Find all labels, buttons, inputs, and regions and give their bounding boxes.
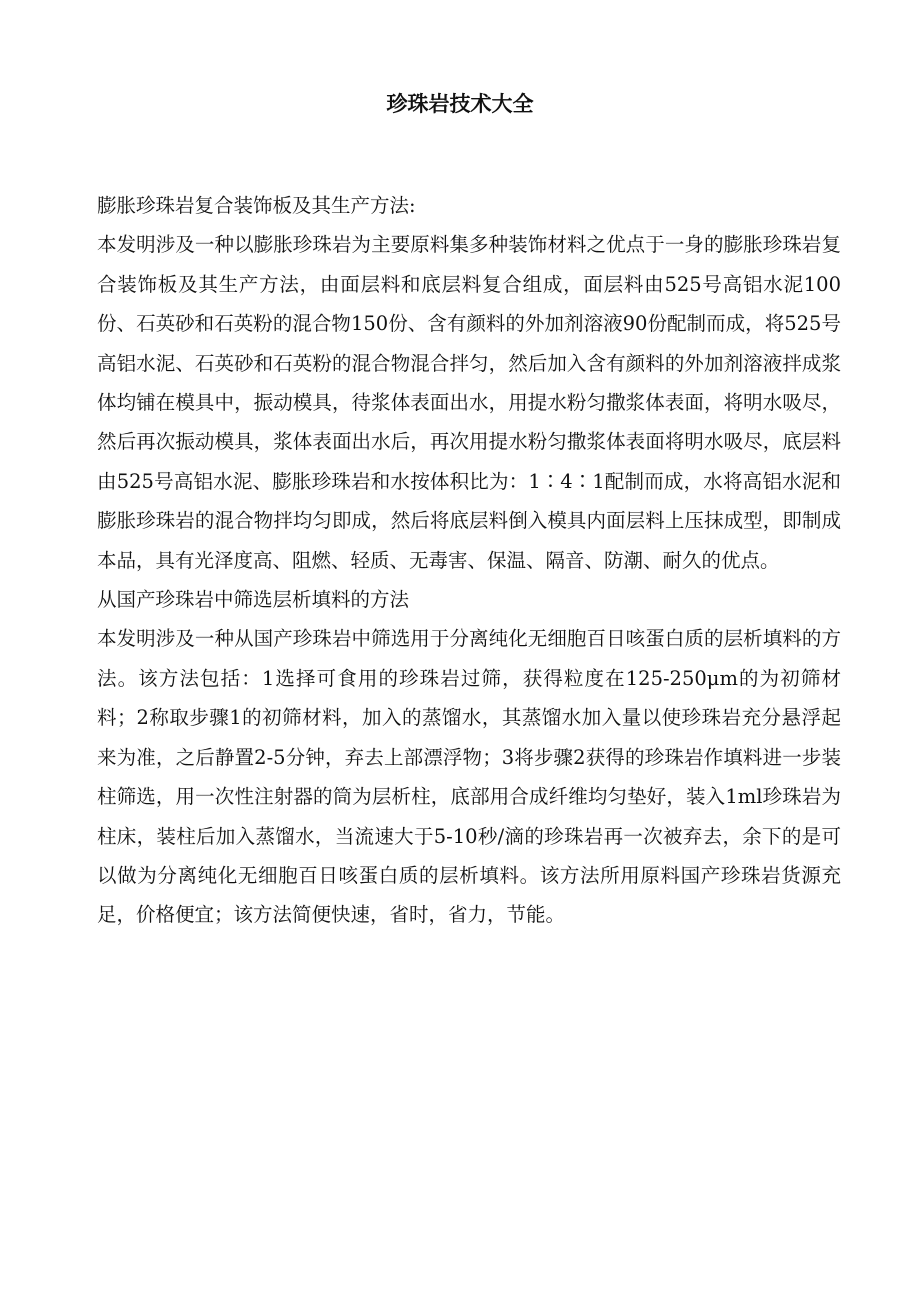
section-paragraph-chromatography-filler: 本发明涉及一种从国产珍珠岩中筛选用于分离纯化无细胞百日咳蛋白质的层析填料的方法。该方法包括：1选择可食用的珍珠岩过筛，获得粒度在125-250μm的为初筛材料；2称取步骤1的初筛材料，加入的蒸馏水，其蒸馏水加入量以使珍珠岩充分悬浮起来为准，之后静置2-5分钟，弃去上部漂浮物；3将步骤2获得的珍珠岩作填料进一步装柱筛选，用一次性注射器的筒为层析柱，底部用合成纤维均匀垫好，装入1ml珍珠岩为柱床，装柱后加入蒸馏水，当流速大于5-10秒/滴的珍珠岩再一次被弃去，余下的是可以做为分离纯化无细胞百日咳蛋白质的层析填料。该方法所用原料国产珍珠岩货源充足，价格便宜；该方法简便快速，省时，省力，节能。 <box>97 627 841 927</box>
section-paragraph-expanded-perlite-board: 本发明涉及一种以膨胀珍珠岩为主要原料集多种装饰材料之优点于一身的膨胀珍珠岩复合装饰板及其生产方法，由面层料和底层料复合组成，面层料由525号高铝水泥100份、石英砂和石英粉的混合物150份、含有颜料的外加剂溶液90份配制而成，将525号高铝水泥、石英砂和石英粉的混合物混合拌匀，然后加入含有颜料的外加剂溶液拌成浆体均铺在模具中，振动模具，待浆体表面出水，用提水粉匀撒浆体表面，将明水吸尽，然后再次振动模具，浆体表面出水后，再次用提水粉匀撒浆体表面将明水吸尽，底层料由525号高铝水泥、膨胀珍珠岩和水按体积比为：1∶4∶1配制而成，水将高铝水泥和膨胀珍珠岩的混合物拌均匀即成，然后将底层料倒入模具内面层料上压抹成型，即制成本品，具有光泽度高、阻燃、轻质、无毒害、保温、隔音、防潮、耐久的优点。 <box>97 233 841 572</box>
section-heading-chromatography-filler: 从国产珍珠岩中筛选层析填料的方法 <box>97 588 410 612</box>
section-heading-expanded-perlite-board: 膨胀珍珠岩复合装饰板及其生产方法: <box>97 194 416 217</box>
document-body <box>97 186 841 935</box>
document-title: 珍珠岩技术大全 <box>386 92 534 116</box>
